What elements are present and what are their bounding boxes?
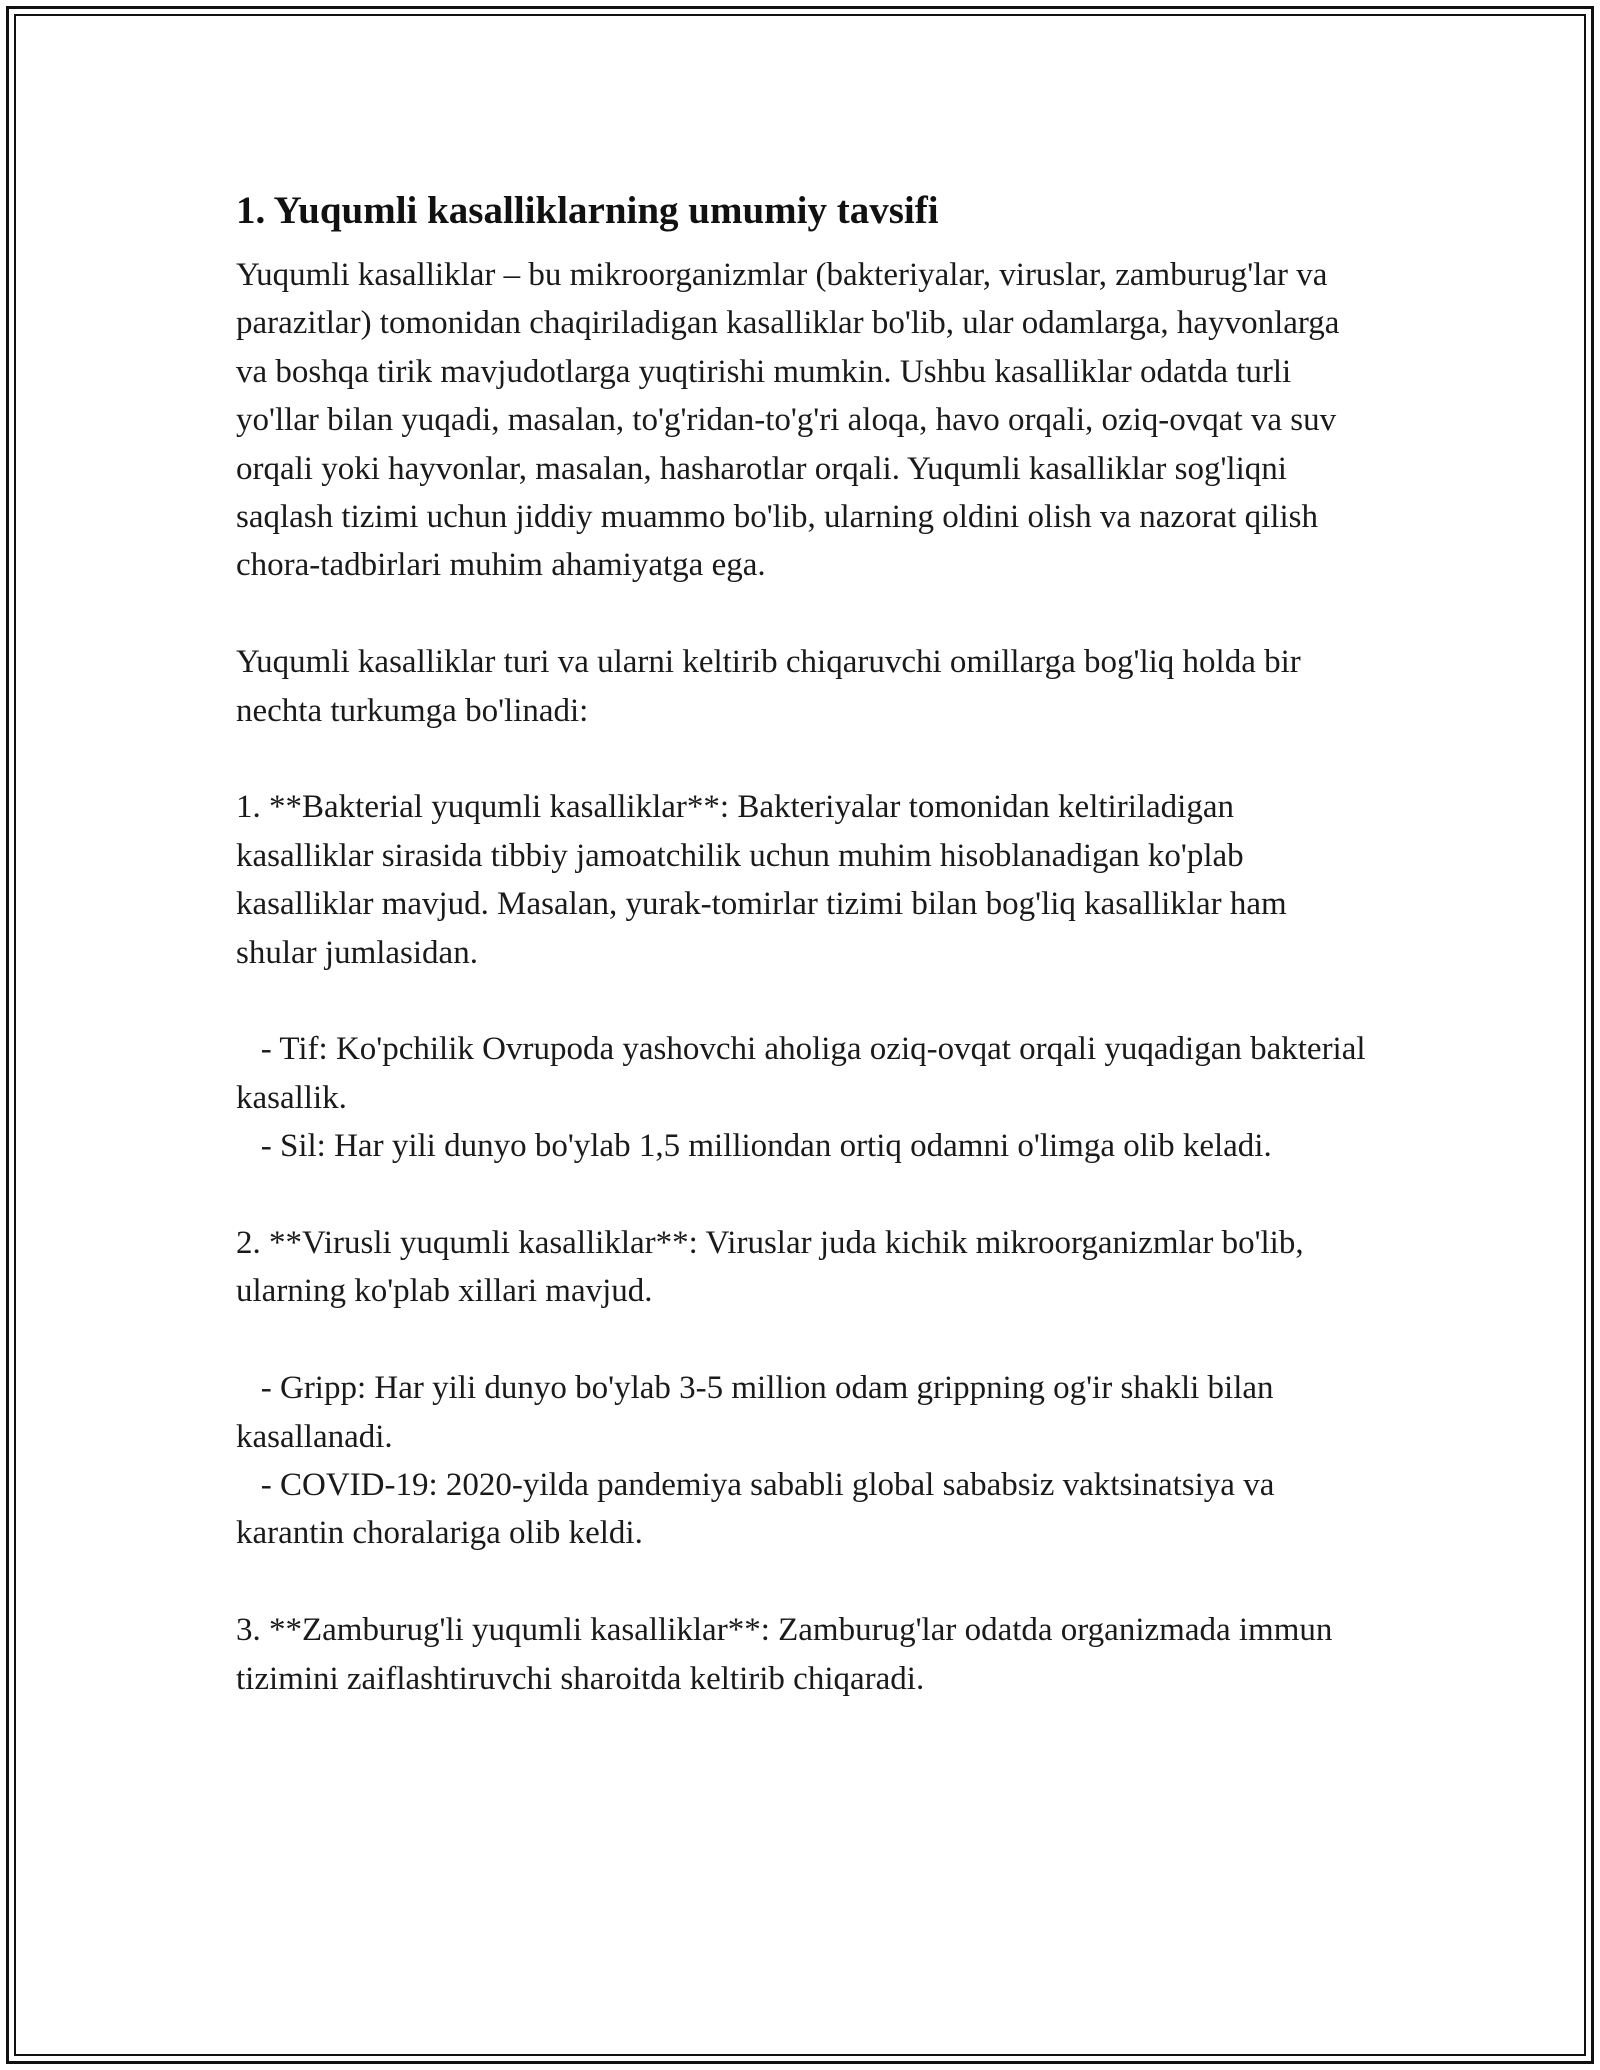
paragraph-gap	[236, 735, 1366, 783]
classification-paragraph: Yuqumli kasalliklar turi va ularni keltirib chiqaruvchi omillarga bog'liq holda bir nechta turkumga bo'linadi:	[236, 644, 1310, 729]
document-body	[236, 185, 1374, 1703]
section-heading: 1. **Bakterial yuqumli kasalliklar**: Bakteriyalar tomonidan keltiriladigan kasalliklar sirasida tibbiy jamoatchilik uchun muhim hisoblanadigan ko'plab kasalliklar mavjud. Masalan, yurak-tomirlar tizimi bilan bog'liq kasalliklar ham shular jumlasidan.	[236, 789, 1295, 971]
list-item: - COVID-19: 2020-yilda pandemiya sababli global sababsiz vaktsinatsiya va karantin choralariga olib keldi.	[236, 1467, 1283, 1552]
list-item: - Sil: Har yili dunyo bo'ylab 1,5 milliondan ortiq odamni o'limga olib keladi.	[236, 1128, 1272, 1165]
intro-paragraph: Yuqumli kasalliklar – bu mikroorganizmlar (bakteriyalar, viruslar, zamburug'lar va parazitlar) tomonidan chaqiriladigan kasalliklar bo'lib, ular odamlarga, hayvonlarga va boshqa tirik mavjudotlarga yuqtirishi mumkin. Ushbu kasalliklar odatda turli yo'llar bilan yuqadi, masalan, to'g'ridan-to'g'ri aloqa, havo orqali, oziq-ovqat va suv orqali yoki hayvonlar, masalan, hasharotlar orqali. Yuqumli kasalliklar sog'liqni saqlash tizimi uchun jiddiy muammo bo'lib, ularning oldini olish va nazorat qilish chora-tadbirlari muhim ahamiyatga ega.	[236, 257, 1348, 584]
list-item: - Tif: Ko'pchilik Ovrupoda yashovchi aholiga oziq-ovqat orqali yuqadigan bakterial kasallik.	[236, 1031, 1374, 1116]
paragraph-gap	[236, 1558, 1366, 1606]
paragraph-gap	[236, 1316, 1366, 1364]
list-item: - Gripp: Har yili dunyo bo'ylab 3-5 million odam grippning og'ir shakli bilan kasallanadi.	[236, 1370, 1282, 1455]
section-viral	[236, 1219, 1366, 1558]
section-bacterial	[236, 783, 1374, 1170]
paragraph-gap	[236, 977, 1366, 1025]
paragraph-gap	[236, 1171, 1366, 1219]
document-title: 1. Yuqumli kasalliklarning umumiy tavsifi	[236, 189, 939, 232]
section-heading: 3. **Zamburug'li yuqumli kasalliklar**: Zamburug'lar odatda organizmada immun tizimini zaiflashtiruvchi sharoitda keltirib chiqaradi.	[236, 1612, 1341, 1697]
section-fungal	[236, 1606, 1366, 1703]
paragraph-gap	[236, 590, 1366, 638]
section-heading: 2. **Virusli yuqumli kasalliklar**: Viruslar juda kichik mikroorganizmlar bo'lib, ularning ko'plab xillari mavjud.	[236, 1225, 1312, 1310]
